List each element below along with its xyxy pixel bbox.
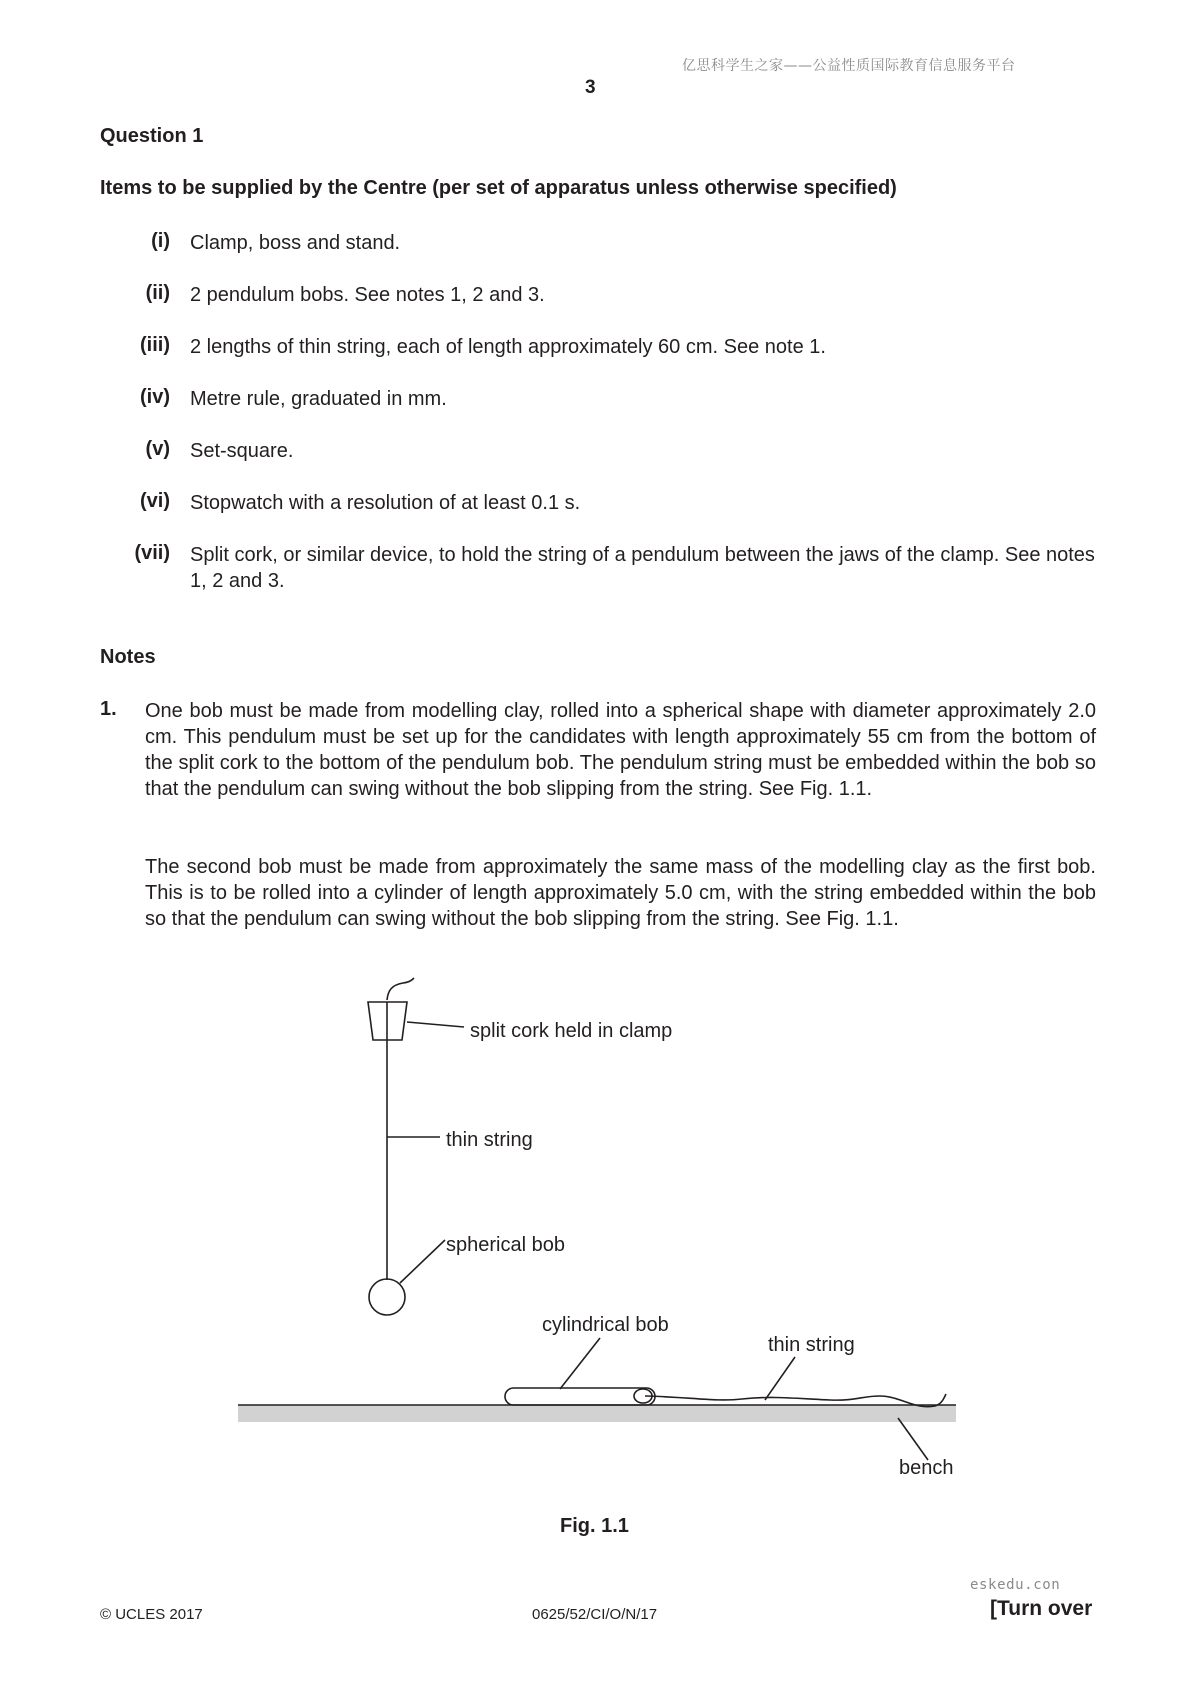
- bench-surface: [238, 1405, 956, 1422]
- question-title: Question 1: [100, 125, 204, 147]
- spherical-bob: [369, 1279, 405, 1315]
- item-number: (v): [145, 438, 170, 460]
- figure-caption: Fig. 1.1: [560, 1515, 629, 1537]
- note-paragraph: The second bob must be made from approximately the same mass of the modelling clay as the first bob. This is to be rolled into a cylinder of length approximately 5.0 cm, with the string embedded within the bob so that the pendulum can swing without the bob slipping from the string. See Fig. 1.1.: [145, 856, 1096, 930]
- label-thin-string: thin string: [446, 1129, 533, 1151]
- label-thin-string-2: thin string: [768, 1334, 855, 1356]
- item-number: (vi): [140, 490, 170, 512]
- leader-cylindrical-bob: [560, 1338, 600, 1389]
- item-text: Stopwatch with a resolution of at least 0.1 s.: [190, 492, 581, 514]
- label-split-cork: split cork held in clamp: [470, 1020, 673, 1042]
- leader-spherical-bob: [400, 1240, 445, 1283]
- label-spherical-bob: spherical bob: [446, 1234, 565, 1256]
- item-text: 2 lengths of thin string, each of length approximately 60 cm. See note 1.: [190, 336, 826, 358]
- turn-over: [Turn over: [990, 1597, 1093, 1620]
- page-number: 3: [585, 77, 596, 98]
- label-cylindrical-bob: cylindrical bob: [542, 1314, 669, 1336]
- item-number: (iii): [140, 334, 170, 356]
- item-number: (ii): [145, 282, 170, 304]
- label-bench: bench: [899, 1457, 954, 1479]
- cylindrical-bob: [505, 1388, 655, 1405]
- item-text: Metre rule, graduated in mm.: [190, 388, 447, 410]
- leader-split-cork: [407, 1022, 464, 1027]
- notes-heading: Notes: [100, 646, 156, 668]
- items-heading: Items to be supplied by the Centre (per set of apparatus unless otherwise specified): [100, 177, 897, 199]
- item-text: 2 pendulum bobs. See notes 1, 2 and 3.: [190, 284, 545, 306]
- leader-bench: [898, 1418, 928, 1460]
- string-tail: [387, 978, 414, 1000]
- item-text: Split cork, or similar device, to hold the string of a pendulum between the jaws of the clamp. See notes 1, 2 and 3.: [190, 544, 1095, 592]
- note-paragraph: One bob must be made from modelling clay, rolled into a spherical shape with diameter approximately 2.0 cm. This pendulum must be set up for the candidates with length approximately 55 cm from the bottom of the split cork to the bottom of the pendulum bob. The pendulum string must be embedded within the bob so that the pendulum can swing without the bob slipping from the string. See Fig. 1.1.: [145, 700, 1096, 800]
- item-number: (iv): [140, 386, 170, 408]
- item-number: (i): [151, 230, 170, 252]
- watermark-bottom: eskedu.con: [970, 1577, 1061, 1593]
- watermark-top: 亿思科学生之家——公益性质国际教育信息服务平台: [682, 58, 1016, 74]
- item-text: Clamp, boss and stand.: [190, 232, 401, 254]
- copyright: © UCLES 2017: [100, 1606, 203, 1623]
- item-number: (vii): [134, 542, 170, 564]
- item-text: Set-square.: [190, 440, 294, 462]
- exam-code: 0625/52/CI/O/N/17: [532, 1606, 658, 1623]
- note-number: 1.: [100, 698, 117, 720]
- leader-thin-string-2: [765, 1357, 795, 1400]
